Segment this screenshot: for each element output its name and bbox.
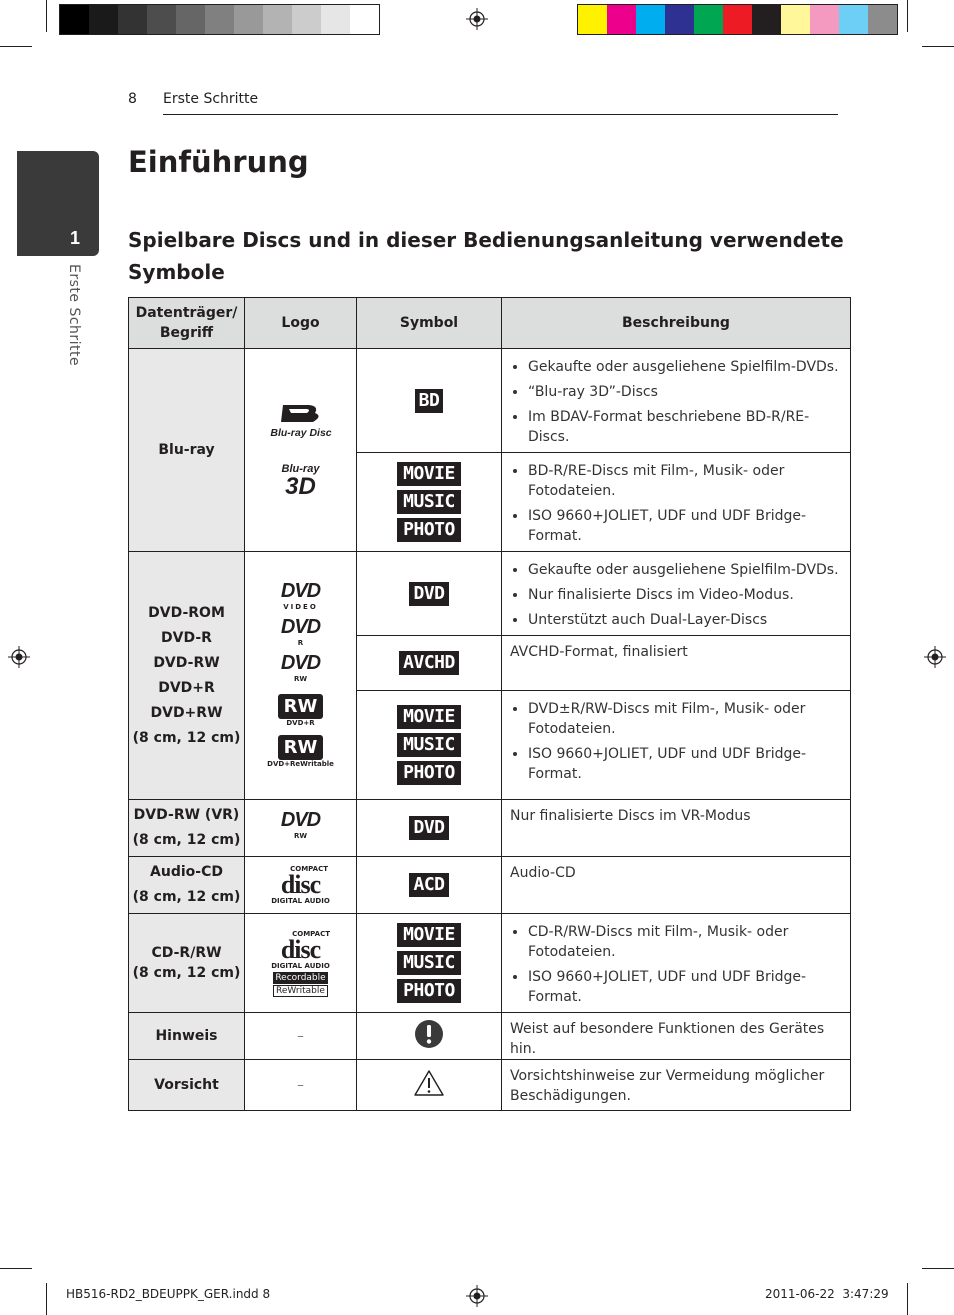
bluray-logo-text: Blu-ray Disc: [269, 427, 332, 439]
registration-mark-icon: [924, 646, 946, 668]
color-swatch: [723, 5, 752, 34]
desc-avchd: AVCHD-Format, finalisiert: [502, 636, 851, 691]
dvd-rw-logo-text: DVD: [280, 651, 321, 674]
gray-swatch: [205, 5, 234, 34]
gray-swatch: [321, 5, 350, 34]
dvd-video-logo-cap: VIDEO: [283, 602, 318, 611]
symbol-dvd: DVD: [409, 816, 448, 840]
exclamation-circle-icon: [414, 1019, 444, 1049]
cd-logo-disc: disc: [280, 935, 321, 964]
running-header: Erste Schritte: [163, 91, 259, 107]
dvdvr-type-line: (8 cm, 12 cm): [132, 832, 241, 848]
desc-bluray-2: [502, 453, 851, 552]
bluray-3d-logo-a: Blu-ray: [281, 463, 320, 475]
warning-triangle-icon: [413, 1069, 445, 1097]
cdr-type-line: (8 cm, 12 cm): [132, 965, 241, 981]
gray-swatch: [60, 5, 89, 34]
page-title: Einführung: [128, 145, 309, 179]
header-symbol: Symbol: [357, 298, 502, 349]
bluray-disc-logo-icon: [265, 401, 337, 441]
registration-mark-icon: [466, 8, 488, 30]
disc-table: [128, 297, 851, 1111]
section-title: Spielbare Discs und in dieser Bedienungsanleitung verwendete Symbole: [128, 228, 844, 284]
cd-logo-disc: disc: [280, 870, 321, 899]
table-row: [129, 1013, 851, 1060]
desc-dvd-1: [502, 552, 851, 636]
type-hinweis: Hinweis: [129, 1013, 245, 1060]
desc-cdr: [502, 914, 851, 1013]
footer-timestamp: 2011-06-22 ￼ 3:47:29: [765, 1287, 889, 1301]
gray-swatch: [118, 5, 147, 34]
list-item: • Im BDAV-Format beschriebene BD-R/RE-Discs.: [528, 407, 842, 447]
acd-type-line: (8 cm, 12 cm): [132, 889, 241, 905]
symbol-dvd: DVD: [409, 582, 448, 606]
gray-swatch: [147, 5, 176, 34]
crop-mark: [0, 1268, 32, 1269]
color-calibration-bar: [577, 4, 898, 35]
crop-mark: [46, 1283, 47, 1315]
vorsicht-logo: –: [245, 1060, 357, 1111]
list-item: • ISO 9660+JOLIET, UDF und UDF Bridge-Format.: [528, 744, 842, 784]
dvd-plus-rw-logo-cap: DVD+ReWritable: [267, 759, 334, 768]
header-divider: [163, 114, 838, 115]
header-logo: Logo: [245, 298, 357, 349]
desc-dvd-2: [502, 691, 851, 800]
acd-type-line: Audio-CD: [150, 864, 223, 880]
registration-mark-icon: [8, 646, 30, 668]
color-swatch: [636, 5, 665, 34]
symbol-acd-cell: [357, 857, 502, 914]
symbol-photo: PHOTO: [397, 518, 461, 542]
gray-swatch: [89, 5, 118, 34]
list-item: • Gekaufte oder ausgeliehene Spielfilm-DVDs.: [528, 560, 842, 580]
crop-mark: [922, 1268, 954, 1269]
color-swatch: [578, 5, 607, 34]
symbol-movie: MOVIE: [397, 705, 461, 729]
dvd-r-logo: [245, 615, 356, 650]
list-item: • ISO 9660+JOLIET, UDF und UDF Bridge-Format.: [528, 506, 842, 546]
symbol-media-cell: [357, 914, 502, 1013]
crop-mark: [922, 46, 954, 47]
dvdvr-logo-cell: [245, 800, 357, 857]
color-swatch: [839, 5, 868, 34]
acd-logo-cell: [245, 857, 357, 914]
cd-da-logo: [245, 864, 356, 906]
header-description: Beschreibung: [502, 298, 851, 349]
footer-filename: HB516-RD2_BDEUPPK_GER.indd 8: [66, 1287, 271, 1301]
dvdvr-type-line: DVD-RW (VR): [133, 807, 240, 823]
type-dvd: [129, 552, 245, 800]
hinweis-logo: –: [245, 1013, 357, 1060]
dvd-type-line: DVD-R: [161, 629, 212, 646]
gray-swatch: [350, 5, 379, 34]
crop-mark: [46, 0, 47, 32]
desc-vorsicht: Vorsichtshinweise zur Vermeidung möglicher Beschädigungen.: [502, 1060, 851, 1111]
dvd-type-line: DVD+RW: [150, 704, 223, 721]
table-row: [129, 1060, 851, 1111]
cdr-type-line: CD-R/RW: [151, 945, 222, 961]
list-item: • “Blu-ray 3D”-Discs: [528, 382, 842, 402]
symbol-movie: MOVIE: [397, 923, 461, 947]
symbol-avchd-cell: [357, 636, 502, 691]
cd-rw-logo: [245, 929, 356, 997]
gray-swatch: [234, 5, 263, 34]
dvdvr-logo-text: DVD: [280, 809, 321, 831]
dvd-plus-rw-logo: [245, 735, 356, 768]
cd-logo-compact: COMPACT: [290, 865, 328, 873]
dvd-plus-r-logo: [245, 694, 356, 727]
list-item: • Nur finalisierte Discs im Video-Modus.: [528, 585, 842, 605]
dvd-video-logo-text: DVD: [280, 579, 321, 602]
color-swatch: [810, 5, 839, 34]
dvd-plus-r-logo-cap: DVD+R: [286, 718, 315, 727]
symbol-photo: PHOTO: [397, 761, 461, 785]
table-row: [129, 800, 851, 857]
symbol-avchd: AVCHD: [399, 651, 459, 675]
list-item: • DVD±R/RW-Discs mit Film-, Musik- oder Fotodateien.: [528, 699, 842, 739]
symbol-movie: MOVIE: [397, 462, 461, 486]
dvd-type-line: (8 cm, 12 cm): [132, 729, 241, 746]
dvdvr-logo: [245, 809, 356, 843]
gray-swatch: [176, 5, 205, 34]
symbol-bd: BD: [415, 389, 444, 413]
type-cdr: [129, 914, 245, 1013]
gray-swatch: [263, 5, 292, 34]
symbol-hinweis-cell: [357, 1013, 502, 1060]
symbol-music: MUSIC: [397, 733, 461, 757]
type-dvdvr: [129, 800, 245, 857]
desc-bluray-1: [502, 349, 851, 453]
color-swatch: [868, 5, 897, 34]
crop-mark: [907, 1283, 908, 1315]
list-item: • Unterstützt auch Dual-Layer-Discs: [528, 610, 842, 630]
cd-logo-rewritable: ReWritable: [273, 985, 328, 997]
gray-swatch: [292, 5, 321, 34]
dvd-r-logo-text: DVD: [280, 615, 321, 638]
page-number: 8: [128, 91, 137, 107]
symbol-media-cell: [357, 453, 502, 552]
dvd-r-logo-cap: R: [297, 638, 304, 647]
table-row: [129, 349, 851, 453]
list-item: • BD-R/RE-Discs mit Film-, Musik- oder Fotodateien.: [528, 461, 842, 501]
color-swatch: [607, 5, 636, 34]
gray-calibration-bar: [59, 4, 380, 35]
dvd-plus-rw-logo-box: RW: [278, 735, 324, 760]
table-row: [129, 552, 851, 636]
table-row: [129, 914, 851, 1013]
color-swatch: [694, 5, 723, 34]
chapter-tab: [17, 151, 99, 256]
cd-logo-cap: DIGITAL AUDIO: [271, 897, 330, 905]
header-type: Datenträger/ Begriff: [129, 298, 245, 349]
symbol-photo: PHOTO: [397, 979, 461, 1003]
list-item: • Gekaufte oder ausgeliehene Spielfilm-DVDs.: [528, 357, 842, 377]
table-row: [129, 857, 851, 914]
symbol-dvd-cell: [357, 552, 502, 636]
crop-mark: [907, 0, 908, 32]
cdr-logo-cell: [245, 914, 357, 1013]
desc-hinweis: Weist auf besondere Funktionen des Gerätes hin.: [502, 1013, 851, 1060]
dvdvr-logo-cap: RW: [293, 832, 308, 840]
chapter-number: 1: [70, 228, 81, 248]
dvd-rw-logo: [245, 651, 356, 686]
table-header-row: [129, 298, 851, 349]
dvd-type-line: DVD-ROM: [148, 604, 225, 621]
dvd-rw-logo-cap: RW: [293, 674, 308, 683]
color-swatch: [665, 5, 694, 34]
crop-mark: [0, 46, 32, 47]
dvd-type-line: DVD+R: [158, 679, 215, 696]
dvd-logo-cell: [245, 552, 357, 800]
cd-logo-recordable: Recordable: [275, 973, 326, 983]
desc-acd: Audio-CD: [502, 857, 851, 914]
symbol-vorsicht-cell: [357, 1060, 502, 1111]
symbol-media-cell: [357, 691, 502, 800]
registration-mark-icon: [466, 1285, 488, 1307]
desc-dvdvr: Nur finalisierte Discs im VR-Modus: [502, 800, 851, 857]
symbol-bd-cell: [357, 349, 502, 453]
bluray-3d-logo: [245, 463, 356, 499]
type-bluray: Blu-ray: [129, 349, 245, 552]
list-item: • CD-R/RW-Discs mit Film-, Musik- oder Fotodateien.: [528, 922, 842, 962]
color-swatch: [752, 5, 781, 34]
cd-logo-compact: COMPACT: [292, 930, 330, 938]
color-swatch: [781, 5, 810, 34]
type-vorsicht: Vorsicht: [129, 1060, 245, 1111]
symbol-acd: ACD: [409, 873, 448, 897]
dvd-type-line: DVD-RW: [153, 654, 220, 671]
bluray-logo-cell: [245, 349, 357, 552]
chapter-side-label: Erste Schritte: [66, 264, 82, 367]
symbol-dvdvr-cell: [357, 800, 502, 857]
dvd-video-logo: [245, 579, 356, 614]
list-item: • ISO 9660+JOLIET, UDF und UDF Bridge-Format.: [528, 967, 842, 1007]
symbol-music: MUSIC: [397, 951, 461, 975]
cd-logo-cap: DIGITAL AUDIO: [271, 962, 330, 970]
symbol-music: MUSIC: [397, 490, 461, 514]
type-acd: [129, 857, 245, 914]
dvd-plus-r-logo-box: RW: [278, 694, 324, 719]
bluray-3d-logo-b: 3D: [285, 473, 316, 500]
